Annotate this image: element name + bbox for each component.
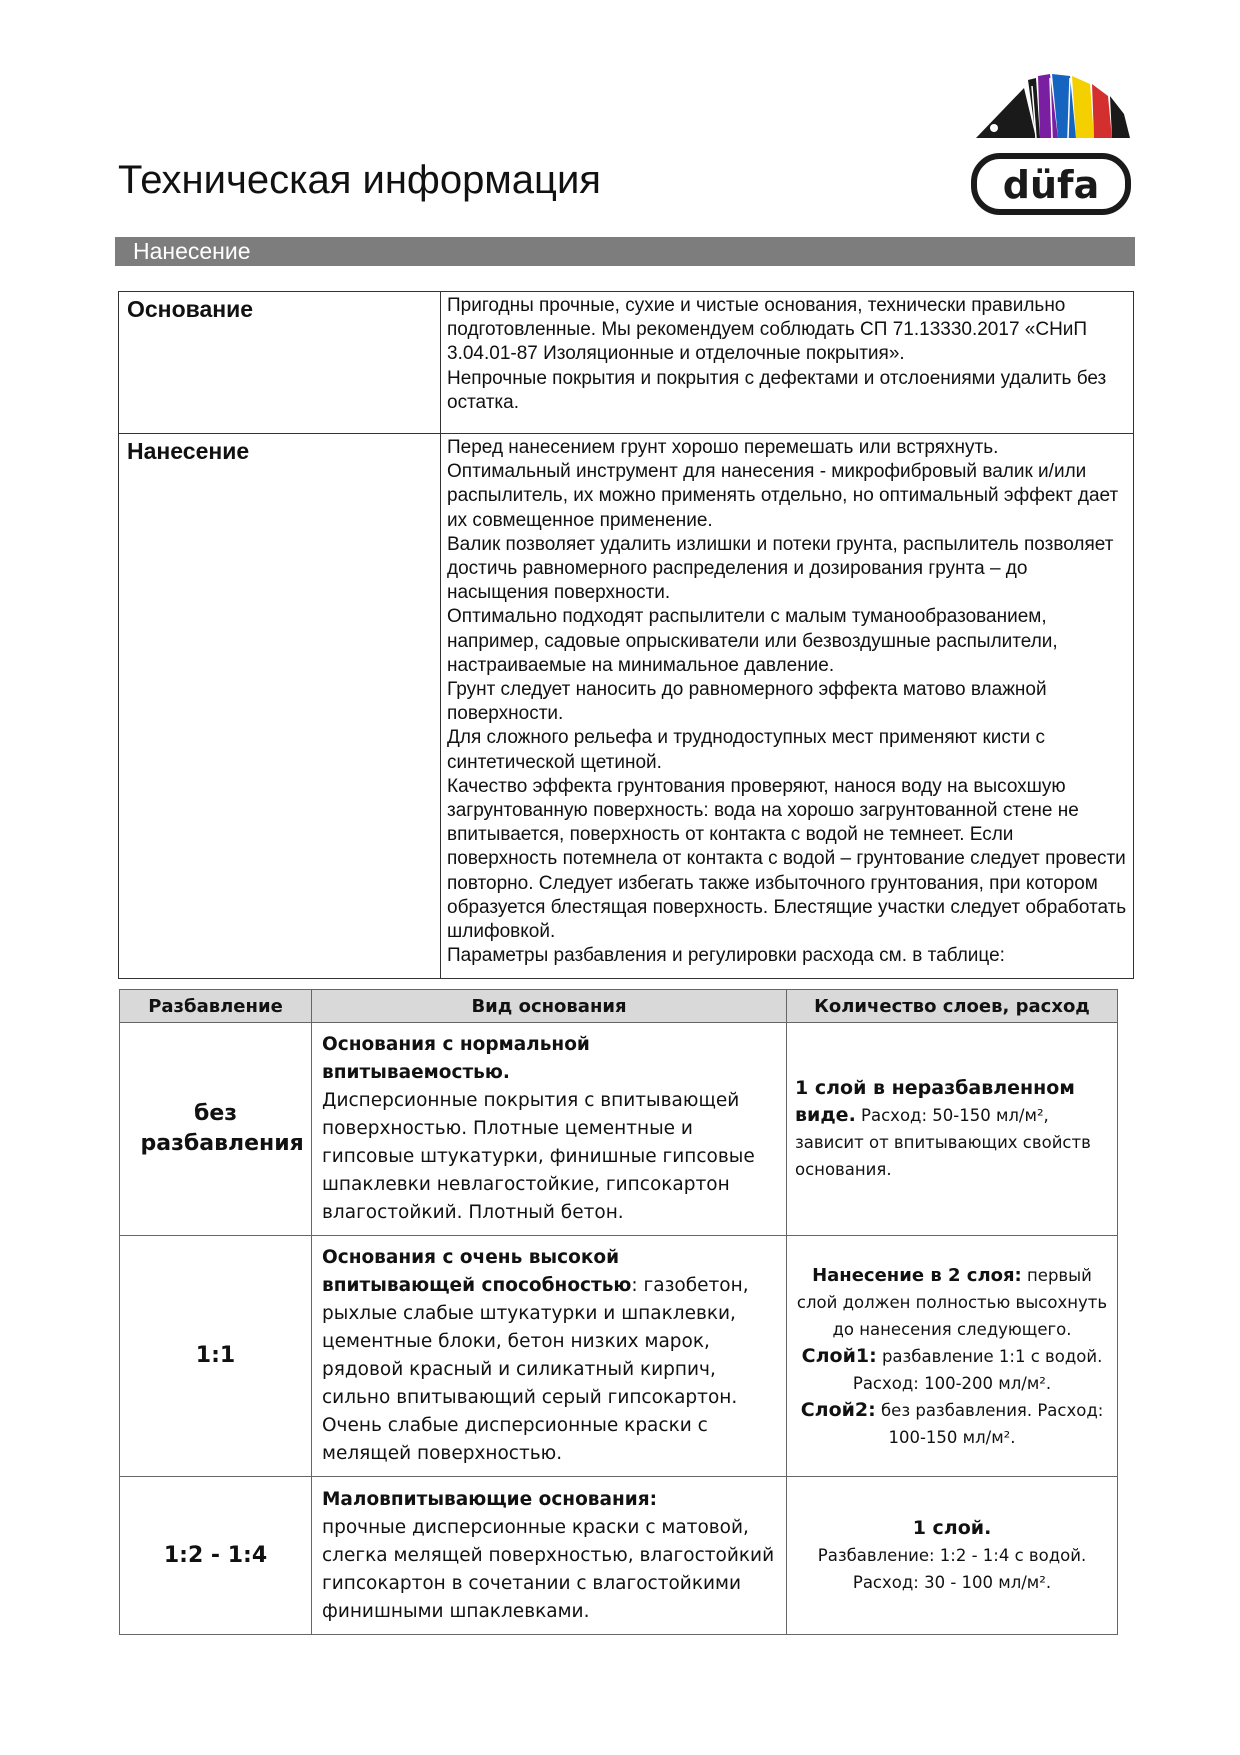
logo-fan-black2 (1110, 96, 1130, 138)
logo-fan-dot (990, 124, 998, 132)
info-table (118, 291, 1134, 979)
table-row (120, 1236, 1118, 1477)
table-row (120, 1477, 1118, 1635)
substrate-type-text: : газобетон, рыхлые слабые штукатурки и шпаклевки, цементные блоки, бетон низких марок, рядовой красный и силикатный кирпич, сильно впитывающий серый гипсокартон. Очень слабые дисперсионные краски с мелящей поверхностью. (322, 1275, 749, 1464)
consumption-cell (787, 1023, 1118, 1236)
header-dilution: Разбавление (120, 990, 312, 1023)
text-line: Оптимально подходят распылители с малым туманообразованием, например, садовые опрыскиватели или безвоздушные распылители, настраиваемые на минимальное давление. (447, 606, 1058, 676)
header-substrate-type: Вид основания (312, 990, 787, 1023)
row-text-substrate (441, 292, 1134, 434)
consumption-title: 1 слой. (912, 1517, 992, 1539)
substrate-type-cell (312, 1477, 787, 1635)
table-row (119, 292, 1134, 434)
substrate-type-title: Основания с нормальной впитываемостью. (322, 1034, 590, 1083)
text-line: Для сложного рельефа и труднодоступных мест применяют кисти с синтетической щетиной. (447, 727, 1045, 773)
consumption-cell (787, 1477, 1118, 1635)
dufa-logo (966, 70, 1136, 230)
logo-fan-red (1092, 84, 1112, 138)
dilution-table (119, 989, 1118, 1635)
substrate-type-text: Дисперсионные покрытия с впитывающей поверхностью. Плотные цементные и гипсовые штукатурки, финишные гипсовые шпаклевки невлагостойкие, гипсокартон влагостойкий. Плотный бетон. (322, 1090, 755, 1223)
consumption-line (795, 1343, 1109, 1397)
substrate-type-title: Маловпитывающие основания: (322, 1488, 658, 1510)
logo-fan-black (976, 88, 1036, 138)
text-line: Непрочные покрытия и покрытия с дефектами и отслоениями удалить без остатка. (447, 367, 1107, 413)
consumption-line-title: Слой1: (801, 1344, 877, 1367)
text-line: Параметры разбавления и регулировки расхода см. в таблице: (447, 945, 1005, 967)
consumption-title: 1 слой в неразбавленном виде. (795, 1077, 1075, 1126)
consumption-line (795, 1397, 1109, 1451)
table-header-row (120, 990, 1118, 1023)
text-line: Оптимальный инструмент для нанесения - микрофибровый валик и/или распылитель, их можно применять отдельно, но оптимальный эффект дает их совмещенное применение. (447, 461, 1119, 531)
text-line: Перед нанесением грунт хорошо перемешать или встряхнуть. (447, 437, 999, 458)
text-line: Качество эффекта грунтования проверяют, нанося воду на высохшую загрунтованную поверхность: вода на хорошо загрунтованной стене не впитывается, поверхность от контакта с водой не темнеет. Если поверхность потемнела от контакта с водой – грунтование следует провести повторно. Следует избегать также избыточного грунтования, при котором образуется блестящая поверхность. Блестящие участки следует обработать шлифовкой. (447, 775, 1127, 943)
dilution-value: 1:1 (120, 1236, 312, 1477)
header-layers-consumption: Количество слоев, расход (787, 990, 1118, 1023)
dilution-text: без разбавления (140, 1101, 304, 1156)
row-label-substrate: Основание (119, 292, 441, 434)
table-row (119, 434, 1134, 979)
text-line: Пригодны прочные, сухие и чистые основания, технически правильно подготовленные. Мы рекомендуем соблюдать СП 71.13330.2017 «СНиП 3.04.01-87 Изоляционные и отделочные покрытия». (447, 295, 1088, 365)
consumption-cell (787, 1236, 1118, 1477)
dilution-value: 1:2 - 1:4 (120, 1477, 312, 1635)
section-bar-application: Нанесение (115, 237, 1135, 266)
consumption-line: Расход: 30 - 100 мл/м². (852, 1573, 1052, 1592)
page-title: Техническая информация (118, 158, 601, 202)
table-row (120, 1023, 1118, 1236)
text-line: Грунт следует наносить до равномерного эффекта матово влажной поверхности. (447, 679, 1047, 725)
consumption-text: Расход: 50-150 мл/м², зависит от впитывающих свойств основания. (795, 1106, 1091, 1179)
row-label-application: Нанесение (119, 434, 441, 979)
substrate-type-cell (312, 1236, 787, 1477)
consumption-line: Разбавление: 1:2 - 1:4 с водой. (817, 1546, 1087, 1565)
consumption-line-title: Нанесение в 2 слоя: (812, 1264, 1022, 1286)
consumption-line-text: без разбавления. Расход: 100-150 мл/м². (875, 1400, 1104, 1447)
logo-wordmark: düfa (1002, 163, 1100, 207)
substrate-type-title: Основания с очень высокой впитывающей способностью (322, 1247, 632, 1296)
consumption-line-text: первый слой должен полностью высохнуть до нанесения следующего. (796, 1265, 1108, 1339)
row-text-application (441, 434, 1134, 979)
logo-fan-yellow (1072, 76, 1094, 138)
consumption-line-title: Слой2: (800, 1398, 876, 1421)
dilution-value (120, 1023, 312, 1236)
substrate-type-cell (312, 1023, 787, 1236)
consumption-line (795, 1262, 1109, 1343)
consumption-line-text: разбавление 1:1 с водой. Расход: 100-200 мл/м². (852, 1346, 1103, 1393)
substrate-type-text: прочные дисперсионные краски с матовой, слегка мелящей поверхностью, влагостойкий гипсокартон в сочетании с влагостойкими финишными шпаклевками. (322, 1516, 775, 1622)
text-line: Валик позволяет удалить излишки и потеки грунта, распылитель позволяет достичь равномерного распределения и дозирования грунта – до насыщения поверхности. (447, 533, 1114, 604)
